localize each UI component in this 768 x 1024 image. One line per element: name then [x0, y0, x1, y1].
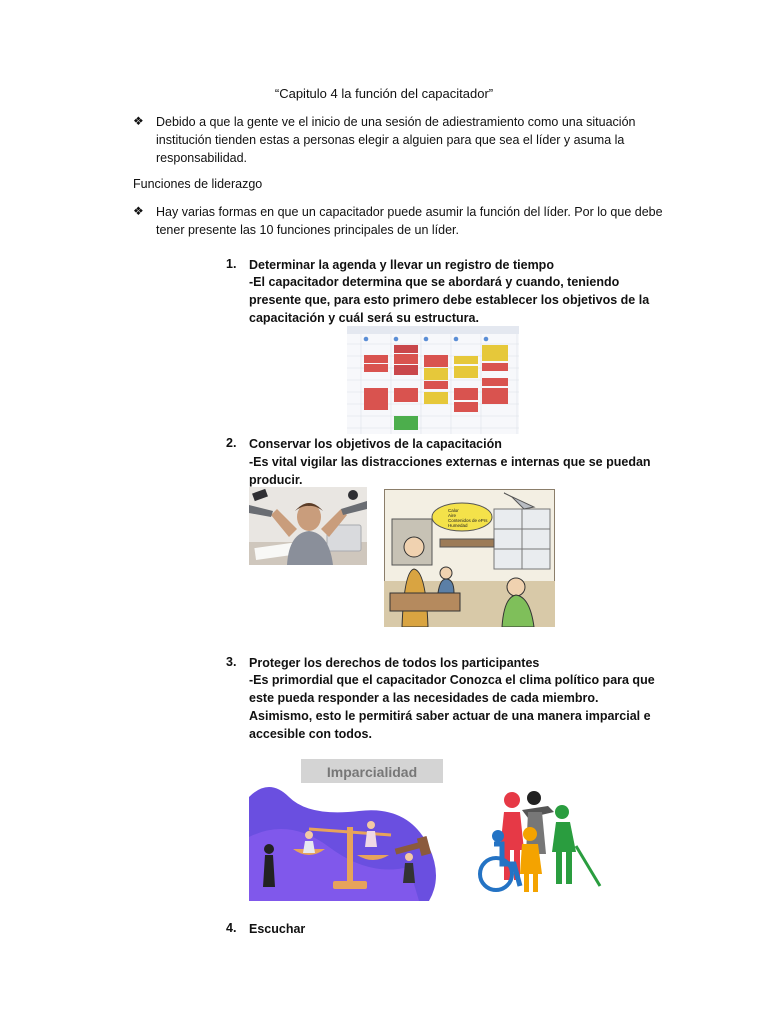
- item-title: Escuchar: [249, 922, 306, 936]
- item-title: Determinar la agenda y llevar un registro de tiempo: [249, 258, 554, 272]
- functions-paragraph: Hay varias formas en que un capacitador puede asumir la función del líder. Por lo que debe tener presente las 10 funciones principales de un líder.: [156, 205, 663, 237]
- item-number: 4.: [226, 921, 237, 935]
- item-number: 1.: [226, 257, 237, 271]
- item-body: -Es primordial que el capacitador Conozca el clima político para que este pueda responder a las necesidades de cada miembro. Asimismo, esto le permitirá saber actuar de una manera imparcial e accesible con todos.: [249, 673, 655, 741]
- imparcialidad-label: Imparcialidad: [326, 764, 418, 780]
- page-title: “Capitulo 4 la función del capacitador”: [274, 86, 494, 101]
- item-number: 3.: [226, 655, 237, 669]
- item-title: Conservar los objetivos de la capacitación: [249, 437, 502, 451]
- imparcialidad-image: [249, 757, 443, 901]
- item-number: 2.: [226, 436, 237, 450]
- office-distractions-image: [384, 489, 555, 627]
- item-body: -Es vital vigilar las distracciones externas e internas que se puedan producir.: [249, 455, 651, 487]
- bubble-label: Humedad: [448, 523, 468, 528]
- section-heading: Funciones de liderazgo: [133, 177, 263, 191]
- calendar-image: [347, 326, 519, 434]
- stressed-worker-image: [249, 487, 367, 565]
- item-body: -El capacitador determina que se abordará y cuando, teniendo presente que, para esto primero debe establecer los objetivos de la capacitación y cuál será su estructura.: [249, 275, 650, 325]
- bubble-label: Contenidos de ePrs: [448, 518, 488, 523]
- accessibility-image: [476, 790, 604, 896]
- intro-paragraph: Debido a que la gente ve el inicio de una sesión de adiestramiento como una situación institución tienden estas a personas elegir a alguien para que sea el líder y asuma la responsabilidad.: [156, 115, 636, 165]
- bubble-label: Aire: [448, 513, 457, 518]
- item-title: Proteger los derechos de todos los participantes: [249, 656, 540, 670]
- bubble-label: Calor: [448, 508, 459, 513]
- bullet-diamond-icon: ❖: [133, 114, 144, 128]
- bullet-diamond-icon: ❖: [133, 204, 144, 218]
